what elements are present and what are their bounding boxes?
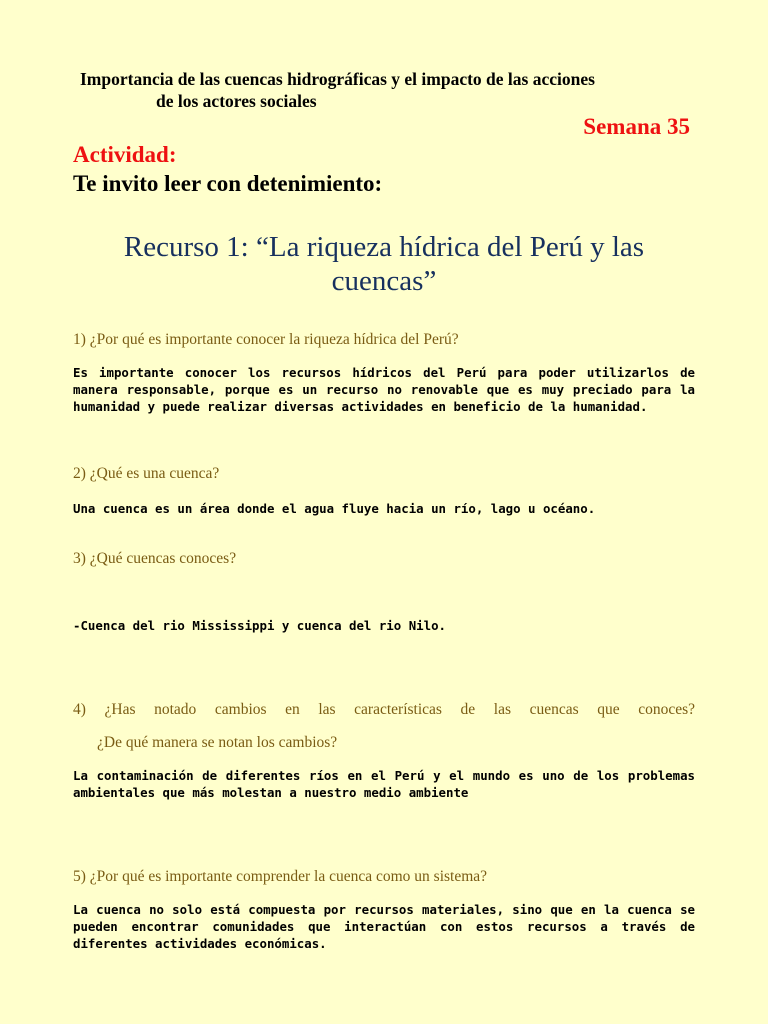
answer-3: -Cuenca del rio Mississippi y cuenca del rio Nilo. (73, 618, 446, 633)
answer-4: La contaminación de diferentes ríos en el Perú y el mundo es uno de los problemas ambientales que más molestan a nuestro medio ambiente (73, 768, 695, 800)
title-line-2: de los actores sociales (156, 91, 317, 111)
question-5: 5) ¿Por qué es importante comprender la cuenca como un sistema? (73, 868, 488, 885)
resource-title: Recurso 1: “La riqueza hídrica del Perú y las cuencas” (123, 231, 645, 297)
answer-1: Es importante conocer los recursos hídricos del Perú para poder utilizarlos de manera responsable, porque es un recurso no renovable que es muy preciado para la humanidad y puede realizar diversas actividades en beneficio de la humanidad. (73, 365, 695, 414)
question-3: 3) ¿Qué cuencas conoces? (73, 550, 237, 567)
title-line-1: Importancia de las cuencas hidrográficas y el impacto de las acciones (80, 69, 595, 89)
question-4: 4) ¿Has notado cambios en las características de las cuencas que conoces? (73, 701, 695, 718)
question-4-line-2: ¿De qué manera se notan los cambios? (97, 734, 338, 751)
document-title (80, 68, 700, 112)
week-label: Semana 35 (583, 114, 690, 139)
answer-5: La cuenca no solo está compuesta por recursos materiales, sino que en la cuenca se pueden encontrar comunidades que interactúan con estos recursos a través de diferentes actividades económicas. (73, 902, 695, 951)
instruction-text: Te invito leer con detenimiento: (73, 171, 383, 196)
question-2: 2) ¿Qué es una cuenca? (73, 465, 220, 482)
answer-2: Una cuenca es un área donde el agua fluye hacia un río, lago u océano. (73, 501, 596, 516)
question-1: 1) ¿Por qué es importante conocer la riqueza hídrica del Perú? (73, 331, 459, 348)
activity-label: Actividad: (73, 142, 177, 167)
